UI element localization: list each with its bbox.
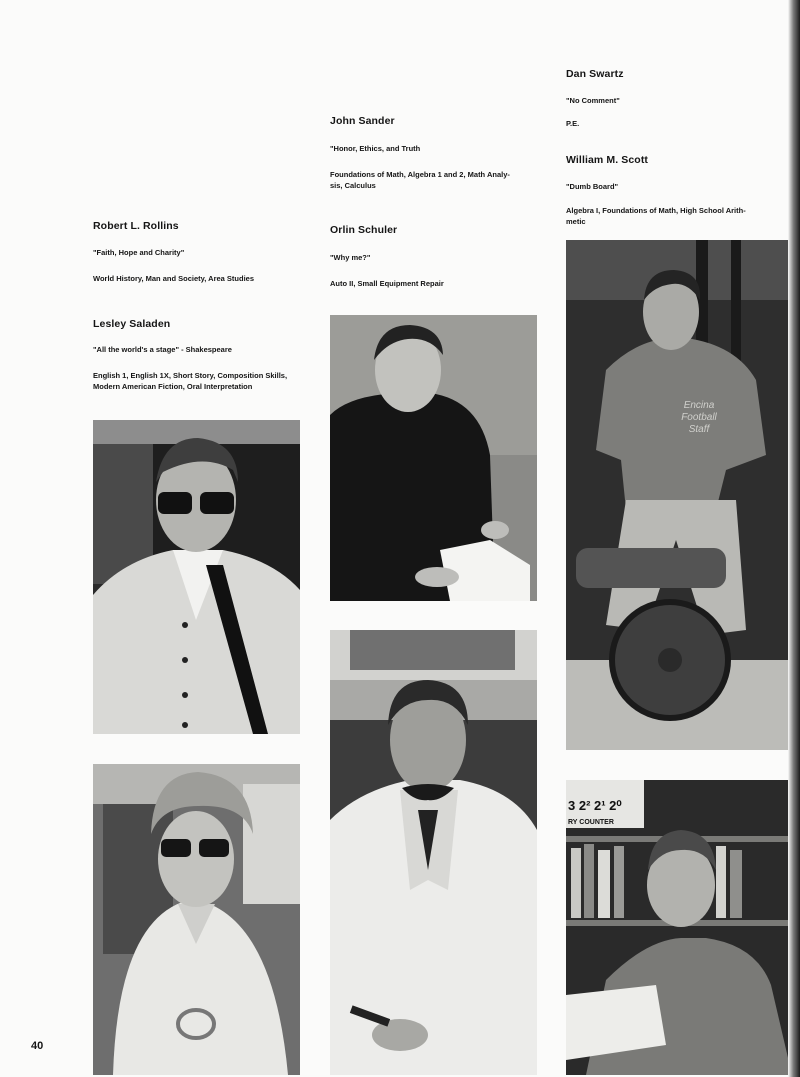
counter-digits: 3 2² 2¹ 2⁰ [568,798,622,813]
teacher-quote-rollins: "Faith, Hope and Charity" [93,248,185,257]
shirt-text-line: Football [681,412,717,423]
teacher-subjects-saladen [93,370,287,392]
photo-robert-rollins [93,420,300,734]
teacher-subjects-schuler: Auto II, Small Equipment Repair [330,279,444,288]
teacher-name-scott: William M. Scott [566,154,649,166]
teacher-quote-scott: "Dumb Board" [566,182,619,191]
page-binding-shadow [788,0,800,1077]
photo-john-sander [330,315,537,601]
subjects-line: Algebra I, Foundations of Math, High School Arith- [566,206,746,215]
teacher-name-rollins: Robert L. Rollins [93,220,179,232]
counter-label: RY COUNTER [568,819,614,826]
photo-dan-swartz [566,240,792,750]
page-number: 40 [31,1040,44,1052]
teacher-subjects-sander [330,169,510,191]
teacher-subjects-rollins: World History, Man and Society, Area Studies [93,274,255,283]
teacher-name-swartz: Dan Swartz [566,68,624,80]
subjects-line: sis, Calculus [330,181,376,190]
teacher-subjects-swartz: P.E. [566,119,580,128]
photo-lesley-saladen [93,764,300,1075]
subjects-line: Foundations of Math, Algebra 1 and 2, Math Analy- [330,170,510,179]
photo-william-scott [566,780,792,1075]
shirt-text-line: Encina [683,400,715,411]
teacher-name-saladen: Lesley Saladen [93,318,171,330]
teacher-quote-saladen: "All the world's a stage" - Shakespeare [93,345,232,354]
shirt-text-line: Staff [688,424,710,435]
teacher-quote-sander: "Honor, Ethics, and Truth [330,144,421,153]
teacher-name-schuler: Orlin Schuler [330,224,398,236]
subjects-line: metic [566,217,586,226]
teacher-name-sander: John Sander [330,115,395,127]
subjects-line: English 1, English 1X, Short Story, Composition Skills, [93,371,288,380]
teacher-quote-swartz: "No Comment" [566,96,620,105]
subjects-line: Modern American Fiction, Oral Interpretation [93,382,253,391]
teacher-subjects-scott [566,205,746,227]
photo-orlin-schuler [330,630,537,1075]
teacher-quote-schuler: "Why me?" [330,253,371,262]
